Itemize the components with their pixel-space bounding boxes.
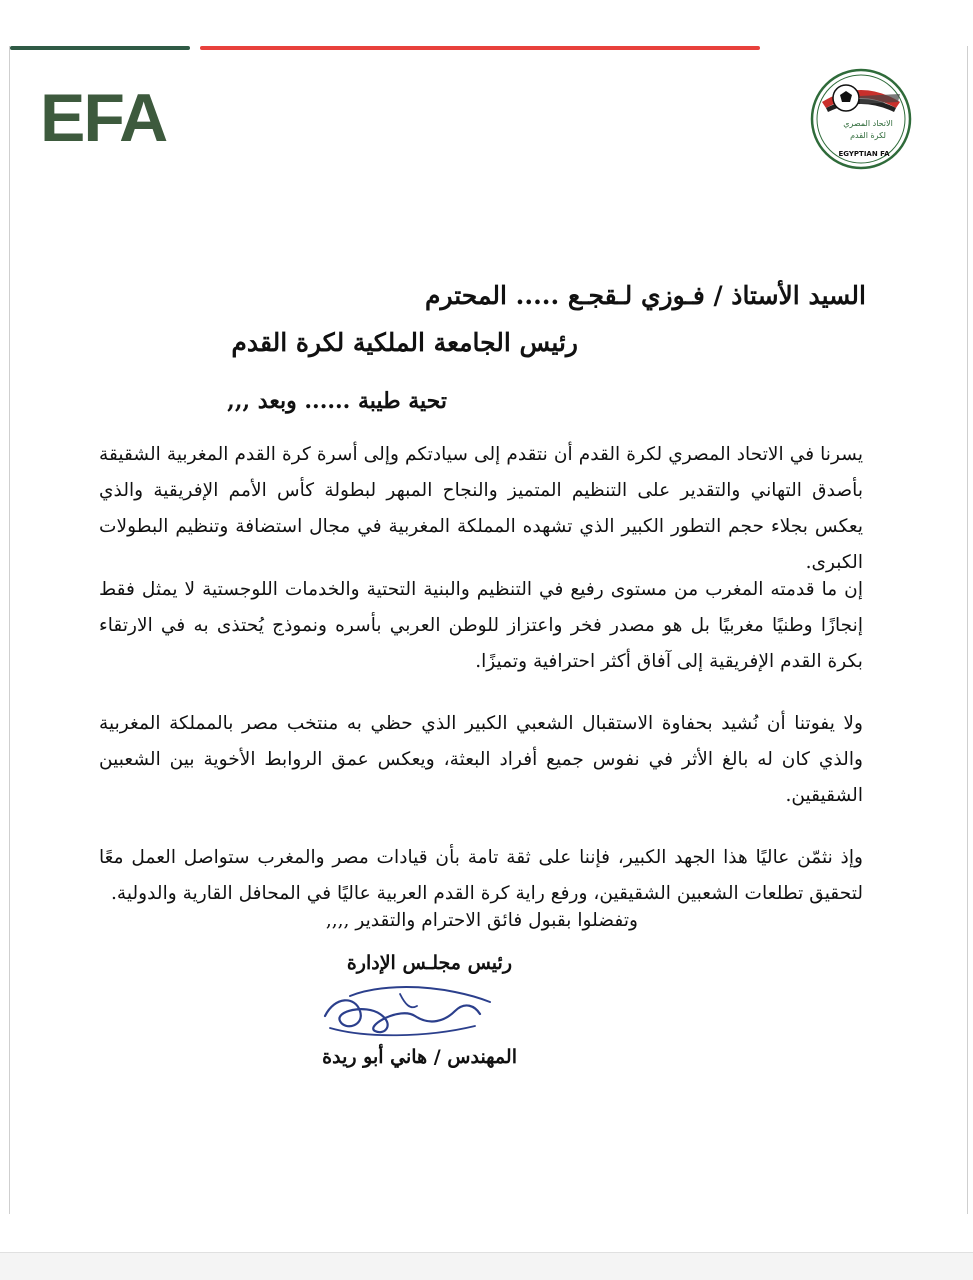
paragraph-2: إن ما قدمته المغرب من مستوى رفيع في التنظيم والبنية التحتية والخدمات اللوجستية لا يمثل فقط إنجازًا وطنيًا مغربيًا بل هو مصدر فخر واعتزاز للوطن العربي بأسره ونموذج يُحتذى به في الارتقاء بكرة القدم الإفريقية إلى آفاق أكثر احترافية وتميزًا. bbox=[99, 579, 863, 672]
crest-text-line1: الاتحاد المصري bbox=[843, 119, 893, 128]
signature-title: رئيس مجلـس الإدارة bbox=[346, 952, 512, 974]
efa-logo: EFA bbox=[40, 80, 167, 156]
closing-line: وتفضلوا بقبول فائق الاحترام والتقدير ,,,, bbox=[325, 910, 638, 931]
signature-name: المهندس / هاني أبو ريدة bbox=[322, 1046, 517, 1068]
handwritten-signature-icon bbox=[305, 976, 505, 1046]
paragraph-1: يسرنا في الاتحاد المصري لكرة القدم أن نتقدم إلى سيادتكم وإلى أسرة كرة القدم المغربية الشقيقة بأصدق التهاني والتقدير على التنظيم المتميز والنجاح المبهر لبطولة كأس الأمم الإفريقية والذي يعكس بجلاء حجم التطور الكبير الذي تشهده المملكة المغربية في مجال استضافة وتنظيم البطولات الكبرى. bbox=[99, 444, 863, 573]
top-green-line bbox=[10, 46, 190, 50]
paragraph-4: وإذ نثمّن عاليًا هذا الجهد الكبير، فإننا على ثقة تامة بأن قيادات مصر والمغرب ستواصل العمل معًا لتحقيق تطلعات الشعبين الشقيقين، ورفع راية كرة القدم العربية عاليًا في المحافل القارية والدولية. bbox=[99, 847, 863, 904]
paragraph-3: ولا يفوتنا أن نُشيد بحفاوة الاستقبال الشعبي الكبير الذي حظي به منتخب مصر بالمملكة المغربية والذي كان له بالغ الأثر في نفوس جميع أفراد البعثة، ويعكس عمق الروابط الأخوية بين الشعبين الشقيقين. bbox=[99, 713, 863, 806]
addressee-line1: السيد الأستاذ / فـوزي لـقجـع ..... المحترم bbox=[424, 281, 866, 310]
greeting: تحية طيبة ...... وبعد ,,, bbox=[227, 388, 447, 414]
top-red-line bbox=[200, 46, 760, 50]
egyptian-fa-crest-icon bbox=[810, 68, 912, 170]
letter-page bbox=[9, 46, 968, 1214]
crest-caption: EGYPTIAN FA bbox=[838, 150, 890, 158]
crest-text-line2: لكرة القدم bbox=[850, 131, 886, 140]
bottom-strip bbox=[0, 1252, 973, 1280]
addressee-line2: رئيس الجامعة الملكية لكرة القدم bbox=[231, 328, 578, 357]
